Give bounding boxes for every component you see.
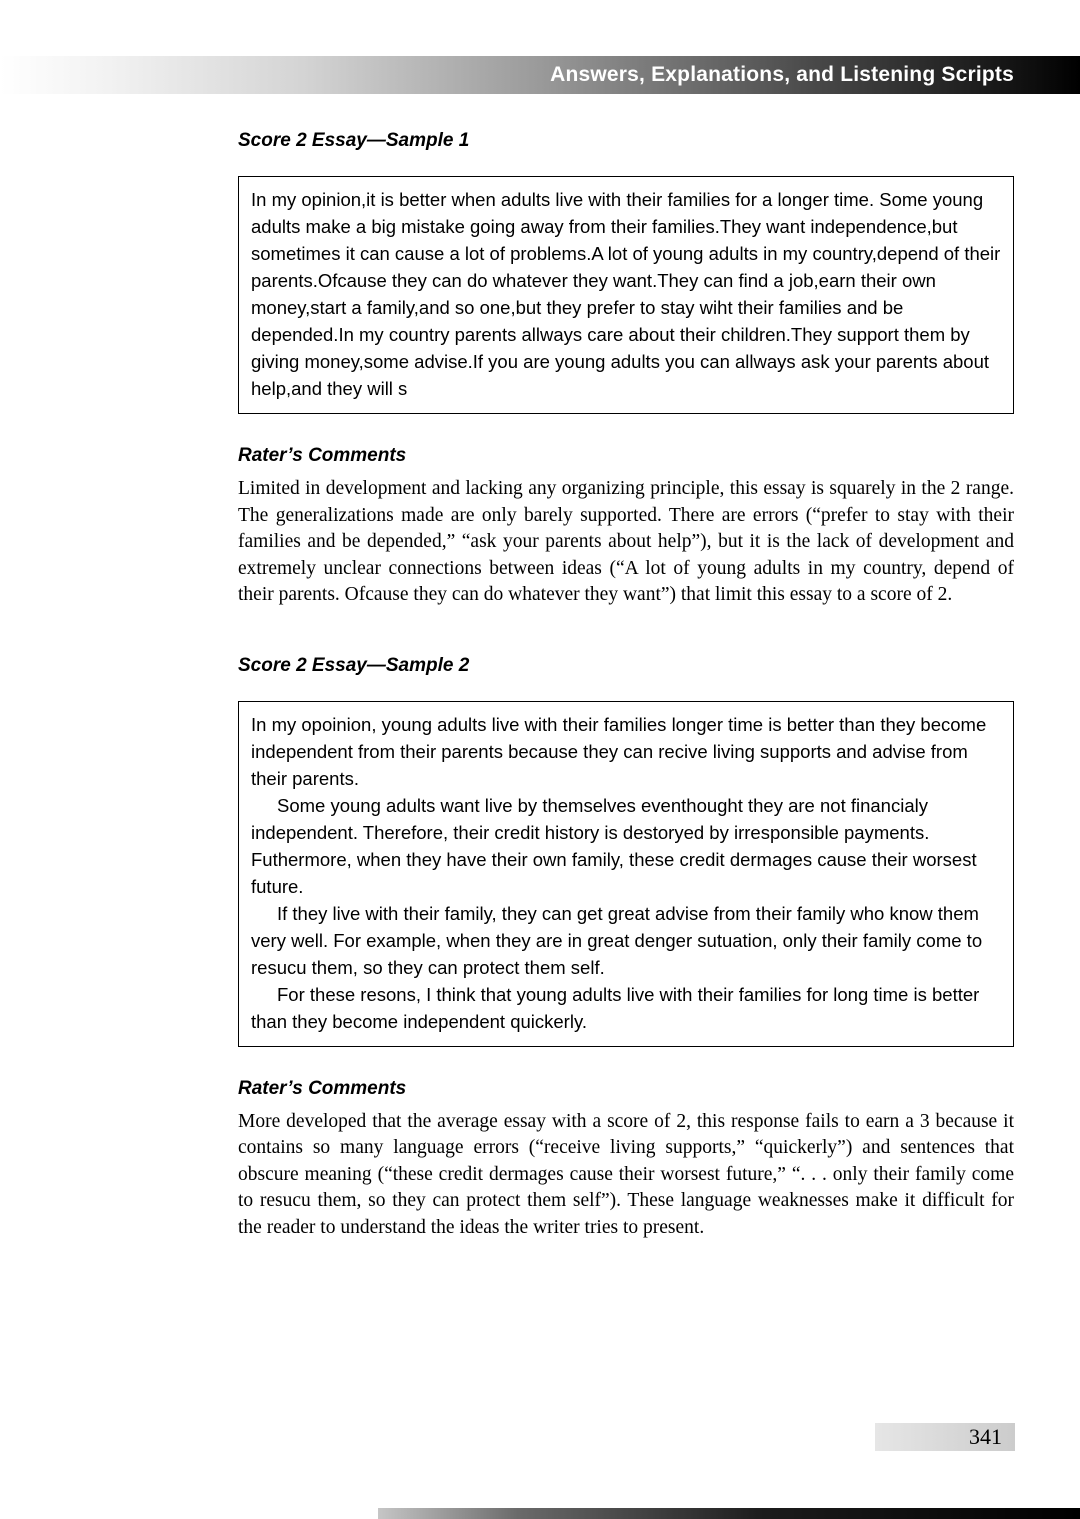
sample1-heading: Score 2 Essay—Sample 1	[238, 130, 470, 151]
sample2-essay-paragraph: For these resons, I think that young adults live with their families for long time is better than they become independent quickerly.	[251, 983, 980, 1032]
sample1-comments-text: Limited in development and lacking any organizing principle, this essay is squarely in the 2 range. The generalizations made are only barely supported. There are errors (“prefer to stay with their families and be depended,” “ask your parents about help”), but it is the lack of development and extremely unclear connections between ideas (“A lot of young adults in my country, depend of their parents. Ofcause they can do whatever they want”) that limit this essay to a score of 2.	[238, 478, 1014, 605]
sample2-comments-text: More developed that the average essay with a score of 2, this response fails to earn a 3 because it contains so many language errors (“receive living supports,” “quickerly”) and sentences that obscure meaning (“these credit dermages cause their worsest future,” “. . . only their family come to resucu them, so they can protect them self”). These language weaknesses make it difficult for the reader to understand the ideas the writer tries to present.	[238, 1110, 1014, 1238]
sample1-comments-heading: Rater’s Comments	[238, 445, 407, 466]
page-number-bar	[875, 1423, 1015, 1451]
sample1-essay-text: In my opinion,it is better when adults live with their families for a longer time. Some young adults make a big mistake going away from their families.They want independence,but sometimes it can cause a lot of problems.A lot of young adults in my country,depend of their parents.Ofcause they can do whatever they want.They can find a job,earn their own money,start a family,and so one,but they prefer to stay wiht their families and be depended.In my country parents allways care about their children.They support them by giving money,some advise.If you are young adults you can allways ask your parents about help,and they will s	[251, 189, 1001, 399]
bottom-edge-bar	[378, 1508, 1080, 1519]
page-number: 341	[969, 1424, 1002, 1449]
sample2-essay-paragraph: Some young adults want live by themselves eventhought they are not financialy independent. Therefore, their credit history is destoryed by irresponsible payments. Futhermore, when they have their own family, these credit dermages cause their worsest future.	[251, 794, 977, 897]
page-header-bar	[0, 56, 1080, 94]
page-content	[238, 130, 1014, 1241]
sample2-essay-paragraph: If they live with their family, they can get great advise from their family who know them very well. For example, when they are in great denger sutuation, only their family come to resucu them, so they can protect them self.	[251, 902, 983, 978]
sample2-essay-box	[238, 701, 1014, 1047]
page-header-title: Answers, Explanations, and Listening Scripts	[550, 63, 1014, 86]
sample2-heading: Score 2 Essay—Sample 2	[238, 654, 470, 676]
sample1-essay-box	[238, 176, 1014, 414]
sample2-comments-heading: Rater’s Comments	[238, 1077, 407, 1099]
sample2-essay-paragraph: In my opoinion, young adults live with their families longer time is better than they become independent from their parents because they can recive living supports and advise from their parents.	[251, 713, 987, 789]
